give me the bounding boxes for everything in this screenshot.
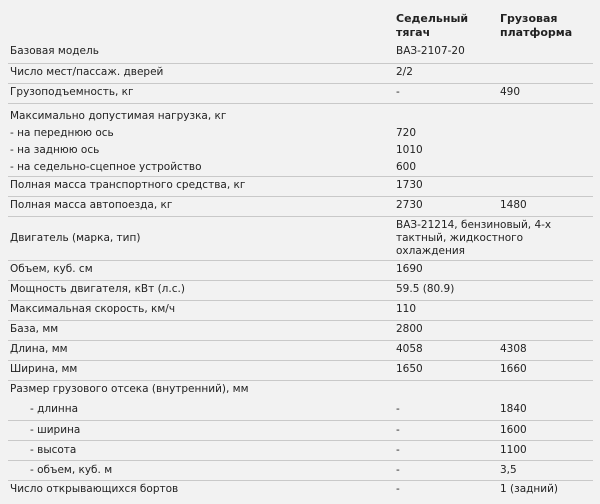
row-label: Мощность двигателя, кВт (л.с.)	[8, 280, 394, 300]
table-row	[8, 176, 593, 196]
row-label: - высота	[8, 440, 394, 460]
row-value-platform	[498, 260, 593, 280]
header-col-platform: Грузовая платформа	[500, 12, 573, 39]
row-label: - на заднюю ось	[10, 143, 100, 156]
table-row	[8, 196, 593, 216]
row-value-tractor: 1690	[394, 260, 498, 280]
row-value-tractor: 720	[396, 126, 417, 139]
table-row	[8, 420, 593, 440]
row-label: - на седельно-сцепное устройство	[8, 159, 394, 177]
row-value-platform	[498, 103, 593, 125]
table-row	[8, 125, 593, 142]
row-value-tractor: ВАЗ-21214, бензиновый, 4-х тактный, жидкостного охлаждения	[394, 216, 593, 260]
row-value-tractor: 1010	[396, 143, 423, 156]
specs-table	[8, 8, 593, 498]
row-label: Базовая модель	[8, 43, 394, 63]
row-label: Максимально допустимая нагрузка, кг	[10, 109, 227, 122]
row-label: Максимальная скорость, км/ч	[8, 300, 394, 320]
row-value-platform: 4308	[498, 340, 593, 360]
row-label: - на переднюю ось	[10, 126, 114, 139]
row-label: Число открывающихся бортов	[10, 482, 179, 495]
table-row	[8, 103, 593, 125]
table-row	[8, 380, 593, 400]
row-value-platform: 3,5	[498, 460, 593, 480]
row-value-platform: 1 (задний)	[500, 482, 559, 495]
row-value-tractor: 600	[394, 159, 498, 177]
row-value-platform: 1100	[498, 440, 593, 460]
row-value-tractor: 59.5 (80.9)	[394, 280, 498, 300]
row-value-tractor: 2800	[394, 320, 498, 340]
table-row	[8, 460, 593, 480]
row-value-tractor: 4058	[394, 340, 498, 360]
row-label: - объем, куб. м	[8, 460, 394, 480]
header-empty	[8, 8, 394, 43]
row-label: Число мест/пассаж. дверей	[8, 63, 394, 83]
table-row	[8, 142, 593, 159]
row-value-tractor: -	[394, 420, 498, 440]
table-row	[8, 216, 593, 260]
row-value-platform: 1660	[498, 360, 593, 380]
table-row	[8, 360, 593, 380]
row-value-tractor: -	[394, 400, 498, 420]
table-row	[8, 260, 593, 280]
row-value-platform	[498, 125, 593, 142]
row-value-platform	[498, 300, 593, 320]
row-label: Ширина, мм	[8, 360, 394, 380]
table-row	[8, 340, 593, 360]
row-value-platform: 1480	[498, 196, 593, 216]
row-value-tractor	[394, 103, 498, 125]
row-label: Размер грузового отсека (внутренний), мм	[10, 382, 249, 395]
row-value-tractor: ВАЗ-2107-20	[394, 43, 498, 63]
row-value-tractor: 110	[394, 300, 498, 320]
row-value-platform	[498, 142, 593, 159]
row-value-tractor: -	[394, 440, 498, 460]
row-value-tractor: 2/2	[394, 63, 498, 83]
header-col-tractor: Седельный тягач	[396, 12, 469, 39]
row-value-tractor: -	[394, 460, 498, 480]
row-value-platform	[498, 320, 593, 340]
row-label: - длинна	[8, 400, 394, 420]
row-label: Полная масса транспортного средства, кг	[8, 176, 394, 196]
row-value-tractor	[394, 380, 498, 400]
row-label: Полная масса автопоезда, кг	[8, 196, 394, 216]
row-label: Объем, куб. см	[8, 260, 394, 280]
row-value-platform	[498, 63, 593, 83]
row-label: База, мм	[8, 320, 394, 340]
row-label: Двигатель (марка, тип)	[8, 216, 394, 260]
row-value-platform	[498, 380, 593, 400]
table-row	[8, 280, 593, 300]
row-label: Длина, мм	[8, 340, 394, 360]
row-value-platform: 490	[498, 83, 593, 103]
row-label: - ширина	[8, 420, 394, 440]
row-value-tractor: 1650	[394, 360, 498, 380]
row-value-platform	[498, 176, 593, 196]
table-row	[8, 440, 593, 460]
table-header-row	[8, 8, 593, 43]
row-value-tractor: 2730	[394, 196, 498, 216]
row-value-tractor: 1730	[394, 176, 498, 196]
row-label: Грузоподъемность, кг	[8, 83, 394, 103]
table-row	[8, 63, 593, 83]
table-row	[8, 400, 593, 420]
row-value-platform	[498, 43, 593, 63]
row-value-platform	[498, 159, 593, 177]
table-row	[8, 43, 593, 63]
table-row	[8, 320, 593, 340]
table-row	[8, 83, 593, 103]
row-value-platform: 1600	[498, 420, 593, 440]
row-value-platform: 1840	[498, 400, 593, 420]
row-value-tractor: -	[394, 83, 498, 103]
row-value-platform	[498, 280, 593, 300]
table-row	[8, 480, 593, 498]
row-value-tractor: -	[396, 482, 400, 495]
table-row	[8, 300, 593, 320]
table-row	[8, 159, 593, 177]
